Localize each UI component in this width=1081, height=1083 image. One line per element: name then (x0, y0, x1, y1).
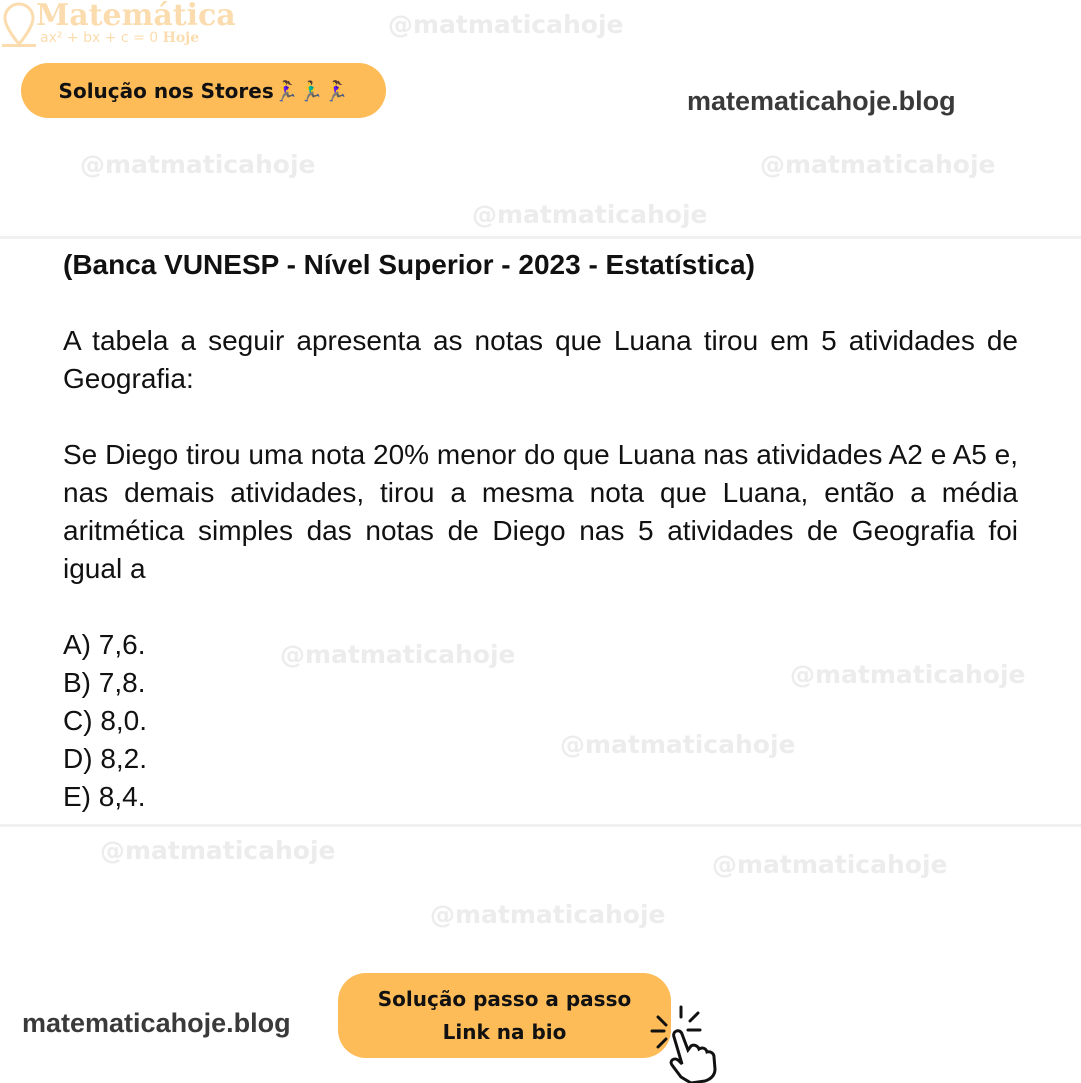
button-line-1: Solução passo a passo (377, 986, 632, 1011)
question (63, 246, 1018, 816)
watermark: @matmaticahoje (560, 730, 796, 759)
divider (0, 824, 1081, 827)
logo (2, 0, 236, 50)
site-link-header[interactable]: matematicahoje.blog (687, 86, 956, 116)
watermark: @matmaticahoje (80, 150, 316, 179)
option-d[interactable]: D) 8,2. (63, 743, 148, 774)
question-title: (Banca VUNESP - Nível Superior - 2023 - Estatística) (63, 249, 755, 280)
divider (0, 236, 1081, 239)
button-line-2: Link na bio (442, 1019, 567, 1044)
logo-title: Matemática (36, 0, 236, 33)
stores-solution-button[interactable]: Solução nos Stores🏃‍♀️🏃‍♂️🏃‍♀️ (21, 63, 386, 118)
question-body: Se Diego tirou uma nota 20% menor do que Luana nas atividades A2 e A5 e, nas demais atividades, tirou a mesma nota que Luana, então a média aritmética simples das notas de Diego nas 5 atividades de Geografia foi igual a (63, 439, 1018, 584)
site-link-footer[interactable]: matematicahoje.blog (22, 1008, 291, 1038)
option-b[interactable]: B) 7,8. (63, 667, 146, 698)
question-intro: A tabela a seguir apresenta as notas que Luana tirou em 5 atividades de Geografia: (63, 325, 1018, 394)
watermark: @matmaticahoje (760, 150, 996, 179)
option-e[interactable]: E) 8,4. (63, 781, 146, 812)
step-by-step-solution-button[interactable] (338, 973, 671, 1058)
watermark: @matmaticahoje (790, 660, 1026, 689)
pointing-hand-click-icon (648, 1003, 728, 1083)
watermark: @matmaticahoje (712, 850, 948, 879)
watermark: @matmaticahoje (100, 836, 336, 865)
option-a[interactable]: A) 7,6. (63, 629, 146, 660)
logo-formula: ax² + bx + c = 0 Hoje (40, 30, 200, 46)
watermark: @matmaticahoje (280, 640, 516, 669)
watermark: @matmaticahoje (388, 10, 624, 39)
map-pin-icon (2, 2, 36, 50)
option-c[interactable]: C) 8,0. (63, 705, 148, 736)
watermark: @matmaticahoje (430, 900, 666, 929)
watermark: @matmaticahoje (472, 200, 708, 229)
